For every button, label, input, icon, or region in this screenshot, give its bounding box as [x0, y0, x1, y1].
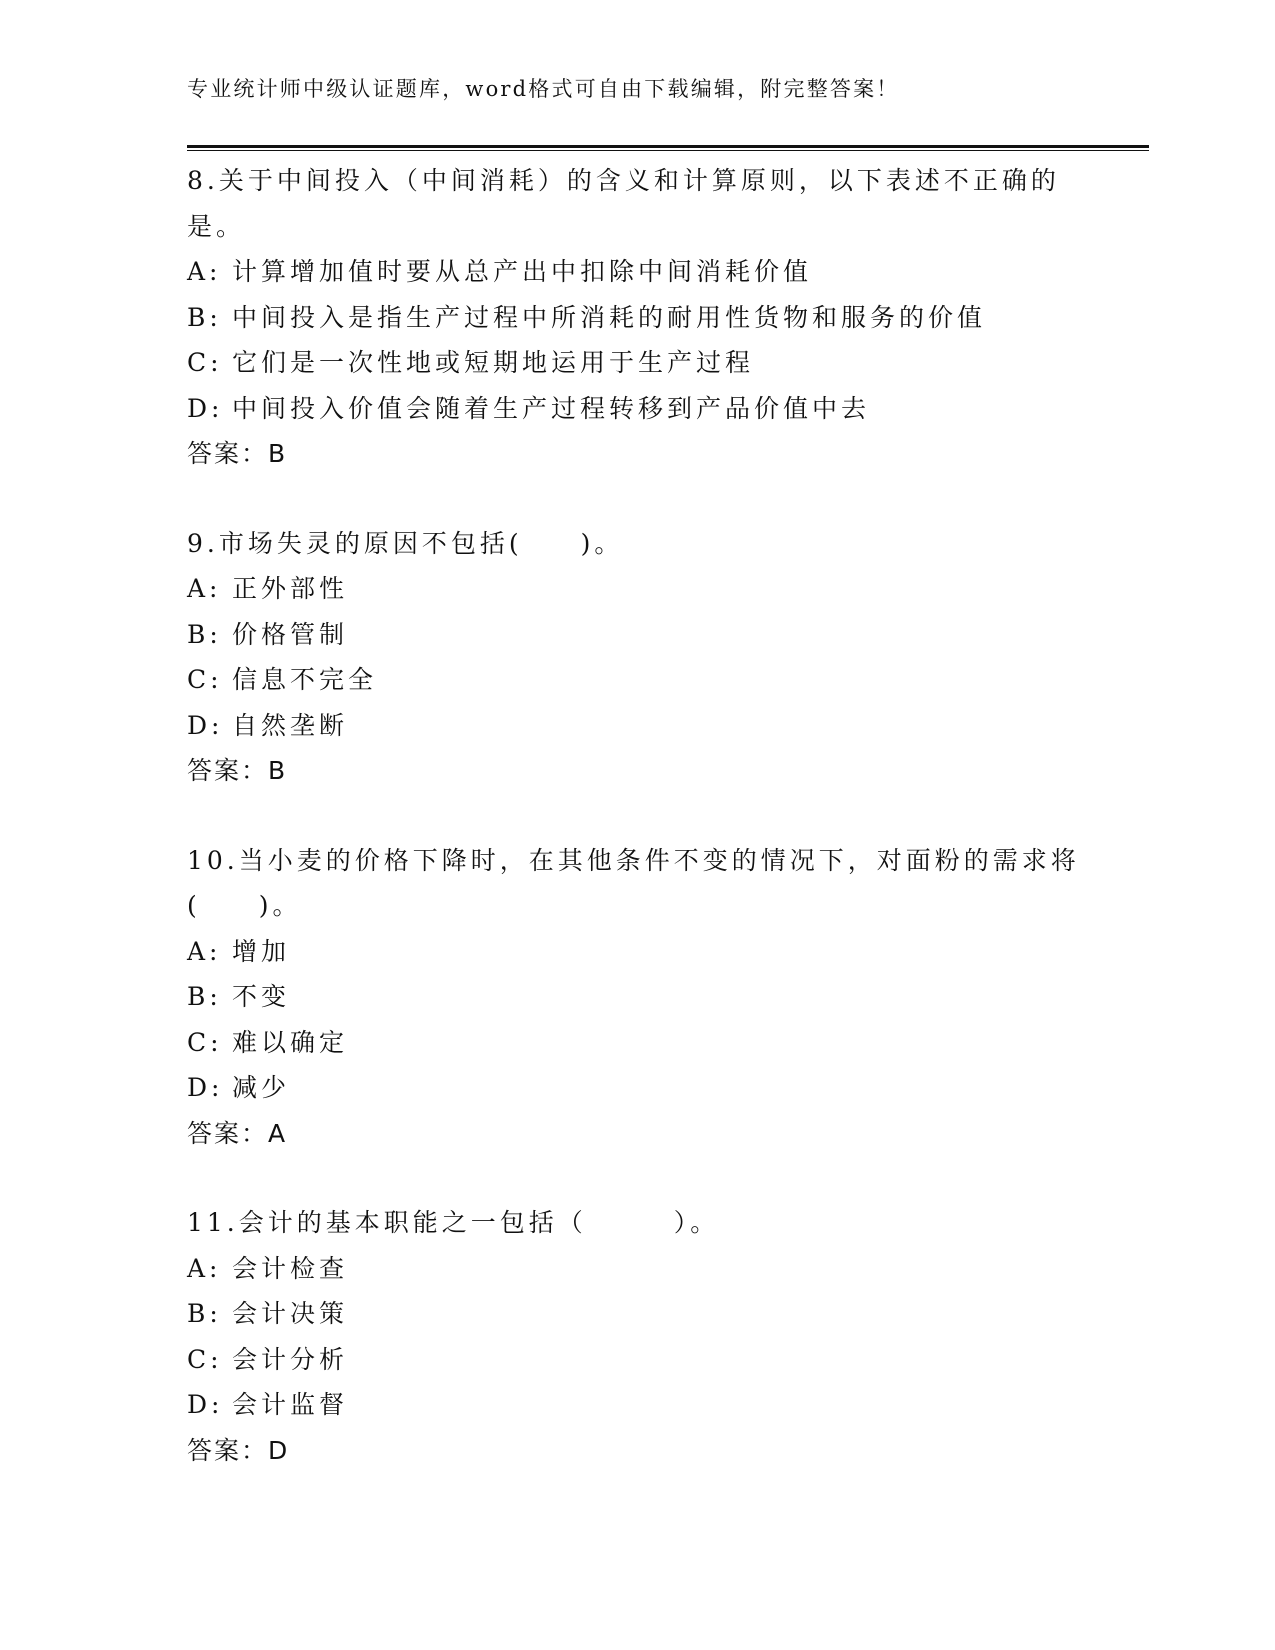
question-10	[187, 838, 1087, 1157]
question-text-line: 10.当小麦的价格下降时，在其他条件不变的情况下，对面粉的需求将	[187, 845, 1080, 875]
option-d	[187, 386, 1087, 432]
answer-line: 答案：D	[187, 1435, 290, 1465]
header-divider-thin	[187, 150, 1149, 151]
option-a	[187, 929, 1087, 975]
option-text: 它们是一次性地或短期地运用于生产过程	[232, 348, 755, 377]
option-text: 不变	[232, 982, 291, 1011]
option-text: 会计分析	[232, 1344, 349, 1374]
option-c	[187, 657, 1087, 703]
option-a	[187, 249, 1087, 295]
spacer	[187, 477, 1087, 521]
question-text-line: 是。	[187, 211, 246, 241]
option-text: 中间投入价值会随着生产过程转移到产品价值中去	[232, 393, 871, 423]
option-letter: A:	[187, 257, 222, 286]
option-text: 信息不完全	[232, 665, 378, 694]
option-letter: D:	[187, 393, 224, 423]
answer-line: 答案：B	[187, 756, 288, 785]
option-text: 计算增加值时要从总产出中扣除中间消耗价值	[232, 257, 813, 286]
question-text-line: ( )。	[187, 891, 302, 920]
option-b	[187, 974, 1087, 1020]
option-letter: D:	[187, 1390, 224, 1419]
option-a	[187, 566, 1087, 612]
option-d	[187, 703, 1087, 749]
option-text: 减少	[232, 1073, 291, 1102]
option-letter: B:	[187, 302, 222, 332]
option-letter: C:	[187, 1344, 223, 1374]
option-letter: B:	[187, 619, 222, 649]
option-a	[187, 1246, 1087, 1292]
question-11	[187, 1200, 1087, 1473]
option-d	[187, 1382, 1087, 1428]
option-letter: D:	[187, 710, 224, 740]
option-text: 增加	[232, 936, 291, 966]
question-8	[187, 158, 1087, 477]
option-text: 自然垄断	[232, 710, 349, 740]
option-text: 正外部性	[232, 574, 349, 603]
option-letter: A:	[187, 574, 222, 603]
option-c	[187, 340, 1087, 386]
option-text: 价格管制	[232, 619, 349, 649]
option-text: 会计决策	[232, 1299, 349, 1328]
answer-line: 答案：B	[187, 439, 288, 468]
option-letter: A:	[187, 936, 222, 966]
option-b	[187, 612, 1087, 658]
option-b	[187, 295, 1087, 341]
option-d	[187, 1065, 1087, 1111]
spacer	[187, 1156, 1087, 1200]
spacer	[187, 794, 1087, 838]
option-letter: B:	[187, 982, 222, 1011]
question-9	[187, 521, 1087, 794]
question-text-line: 9.市场失灵的原因不包括( )。	[187, 528, 624, 558]
question-list	[187, 158, 1087, 1473]
page-header: 专业统计师中级认证题库，word格式可自由下载编辑，附完整答案！	[187, 77, 900, 101]
option-text: 中间投入是指生产过程中所消耗的耐用性货物和服务的价值	[232, 302, 987, 332]
option-c	[187, 1020, 1087, 1066]
option-letter: D:	[187, 1073, 224, 1102]
option-letter: C:	[187, 1027, 223, 1057]
option-text: 会计监督	[232, 1390, 349, 1419]
answer-line: 答案：A	[187, 1118, 288, 1148]
option-b	[187, 1291, 1087, 1337]
option-c	[187, 1337, 1087, 1383]
option-text: 会计检查	[232, 1253, 349, 1283]
header-divider-thick	[187, 145, 1149, 148]
option-letter: C:	[187, 348, 223, 377]
question-text-line: 8.关于中间投入（中间消耗）的含义和计算原则，以下表述不正确的	[187, 166, 1060, 195]
option-letter: C:	[187, 665, 223, 694]
option-letter: A:	[187, 1253, 222, 1283]
option-text: 难以确定	[232, 1027, 349, 1057]
question-text-line: 11.会计的基本职能之一包括（ ）。	[187, 1208, 720, 1237]
option-letter: B:	[187, 1299, 222, 1328]
